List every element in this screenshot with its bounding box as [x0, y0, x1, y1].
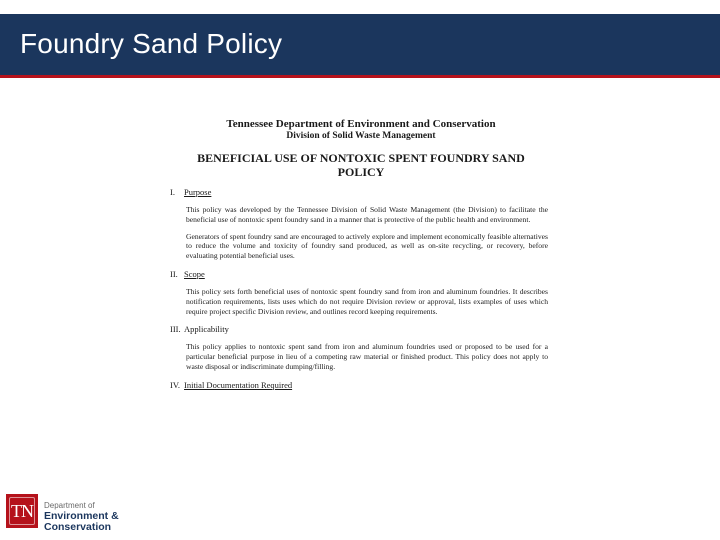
tdec-logo-text [44, 501, 119, 533]
section-purpose [170, 187, 552, 261]
section-number: I. [170, 187, 175, 197]
section-paragraph: This policy sets forth beneficial uses of nontoxic spent foundry sand from iron and aluminum foundries. It describes notification requirements, lists uses which do not require Division review or approval, lists examples of uses which require project specific Division review, and outlines record keeping requirements. [186, 286, 548, 316]
section-heading [170, 269, 552, 280]
section-title: Applicability [184, 324, 229, 335]
tn-logo-text: TN [11, 501, 33, 521]
section-heading [170, 380, 552, 391]
section-scope [170, 269, 552, 316]
section-title: Initial Documentation Required [184, 379, 293, 390]
section-heading [170, 324, 552, 335]
section-heading [170, 187, 552, 198]
section-paragraph: This policy applies to nontoxic spent sand from iron and aluminum foundries used or proposed to be used for a particular beneficial purpose in lieu of a competing raw material or finished product. This policy does not apply to waste disposal or indiscriminate dumping/filling. [186, 342, 548, 371]
tn-logo-ring [9, 497, 35, 525]
document-agency: Tennessee Department of Environment and Conservation [226, 118, 496, 130]
section-title: Purpose [184, 187, 212, 197]
document-division: Division of Solid Waste Management [286, 131, 436, 141]
section-initial-documentation [170, 380, 552, 391]
logo-line-department: Department of [44, 501, 95, 510]
slide-title: Foundry Sand Policy [20, 28, 283, 59]
document-image [170, 112, 552, 484]
section-title: Scope [184, 268, 205, 279]
section-number: II. [170, 268, 178, 279]
logo-line-environment: Environment & [44, 510, 119, 522]
section-number: III. [170, 324, 181, 335]
section-paragraph: This policy was developed by the Tennessee Division of Solid Waste Management (the Division) to facilitate the beneficial use of nontoxic spent foundry sand in a manner that is protective of the public health and environment. [186, 205, 548, 224]
tn-logo-badge [6, 494, 38, 528]
section-applicability [170, 324, 552, 371]
section-number: IV. [170, 379, 180, 390]
logo-line-conservation: Conservation [44, 521, 112, 533]
top-strip [0, 0, 720, 14]
title-bar [0, 14, 720, 78]
section-paragraph: Generators of spent foundry sand are encouraged to actively explore and implement economically feasible alternatives to reduce the volume and toxicity of foundry sand produced, as well as on-site recycling, or recovery, before evaluating potential beneficial uses. [186, 231, 548, 261]
document-policy-title: BENEFICIAL USE OF NONTOXIC SPENT FOUNDRY SAND POLICY [197, 151, 525, 179]
